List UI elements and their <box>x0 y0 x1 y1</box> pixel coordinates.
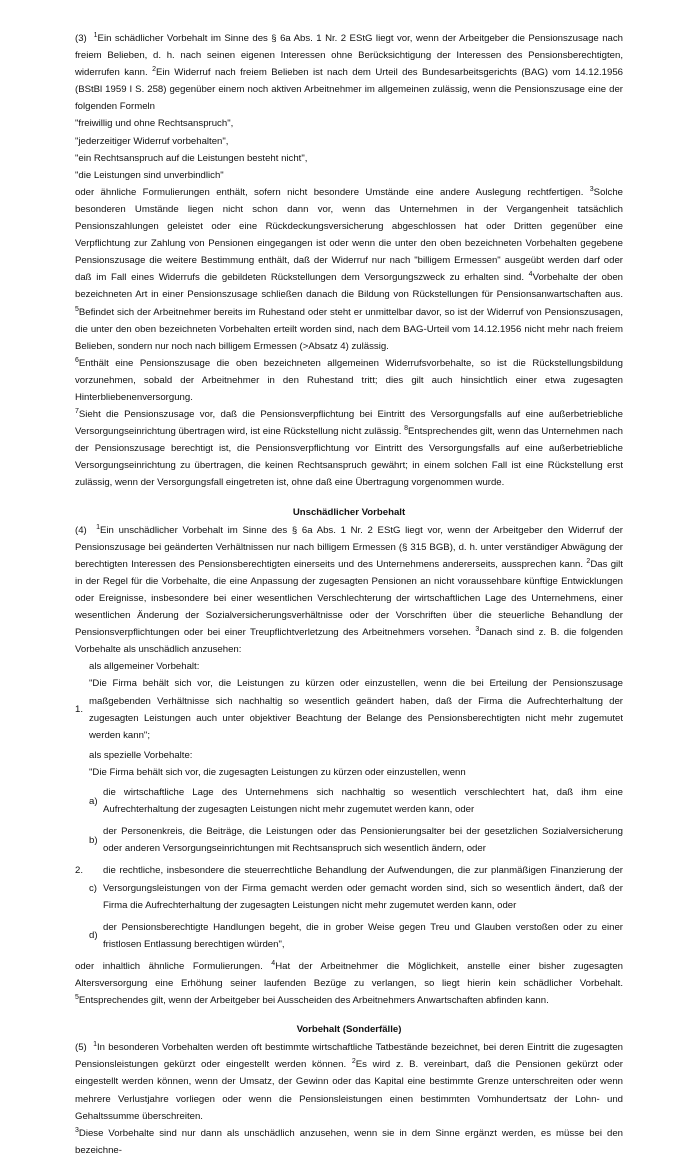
list-item-1 <box>75 675 623 743</box>
list-number: 1. <box>75 704 84 716</box>
sub-item-b <box>89 823 623 857</box>
sentence: Hat der Arbeitnehmer die Möglichkeit, anstelle einer bisher zugesagten Altersversorgung eine Erhöhung seiner laufenden Bezüge zu verlangen, so liegt hierin kein schädlicher Vorbehalt. <box>75 960 623 989</box>
sub-item-text: der Personenkreis, die Beiträge, die Leistungen oder das Pensionierungsalter bei der gesetzlichen Sozialversicherung oder anderen Versorgungseinrichtungen mit Rechtsanspruch sich wesentlich ändern, oder <box>103 826 623 855</box>
paragraph-number: (5) <box>75 1042 87 1054</box>
sentence: Ein unschädlicher Vorbehalt im Sinne des § 6a Abs. 1 Nr. 2 EStG liegt vor, wenn der Arbeitgeber den Widerruf der Pensionszusage bei geänderten Verhältnissen nur nach billigem Ermessen (§ 315 BGB), d. h. unter verständiger Abwägung der berechtigten Interessen des Pensionsberechtigten einerseits und des Unternehmens andererseits, aussprechen kann. <box>75 524 623 570</box>
sentence-number: 1 <box>96 523 101 531</box>
formula-quote: "freiwillig und ohne Rechtsanspruch", <box>75 118 234 130</box>
sentence: Enthält eine Pensionszusage die oben bezeichneten allgemeinen Widerrufsvorbehalte, so ist die Rückstellungsbildung vorzunehmen, sobald der Arbeitnehmer in den Ruhestand tritt; dies gilt auch hinsichtlich einer etwa zugesagten Hinterbliebenenversorgung. <box>75 357 623 403</box>
sub-item-c <box>89 862 623 913</box>
sentence: Ein Widerruf nach freiem Belieben ist nach dem Urteil des Bundesarbeitsgerichts (BAG) vom 14.12.1956 (BStBl 1959 I S. 258) gegenüber einem noch aktiven Arbeitnehmer im allgemeinen zulässig, wenn die Pensionszusage eine der folgenden Formeln <box>75 67 623 113</box>
sentence-number: 8 <box>404 425 409 433</box>
sentence: Sieht die Pensionszusage vor, daß die Pensionsverpflichtung bei Eintritt des Versorgungsfalls auf eine außerbetriebliche Versorgungseinrichtung übertragen wird, ist eine Rückstellung nicht zulässig. <box>75 409 623 438</box>
sub-item-text: der Pensionsberechtigte Handlungen begeht, die in grober Weise gegen Treu und Glauben verstoßen oder zu einer fristlosen Entlassung berechtigen würden", <box>103 921 623 950</box>
sentence-number: 5 <box>75 994 79 1002</box>
sentence: Danach sind z. B. die folgenden Vorbehalte als unschädlich anzusehen: <box>75 627 623 656</box>
special-reservation-label: als spezielle Vorbehalte: <box>89 749 193 761</box>
general-reservation-label: als allgemeiner Vorbehalt: <box>89 661 200 673</box>
sub-item-a <box>89 784 623 818</box>
sub-item-text: die wirtschaftliche Lage des Unternehmens sich nachhaltig so wesentlich verschlechtert hat, daß ihm eine Aufrechterhaltung der zugesagten Leistungen nicht mehr zugemutet werden kann, oder <box>103 787 623 816</box>
sentence-number: 3 <box>475 626 480 634</box>
sub-item-text: die rechtliche, insbesondere die steuerrechtliche Behandlung der Aufwendungen, die zur planmäßigen Finanzierung der Versorgungsleistungen von der Firma gemacht werden oder gemacht worden sind, sich so wesentlich ändert, daß der Firma die Aufrechterhaltung der zugesagten Leistungen nicht mehr zugemutet werden kann, oder <box>103 865 623 911</box>
section-heading: Vorbehalt (Sonderfälle) <box>296 1024 402 1036</box>
sentence: Befindet sich der Arbeitnehmer bereits im Ruhestand oder steht er unmittelbar davor, so ist der Widerruf von Pensionszusagen, die unter den oben bezeichneten Vorbehalten erteilt worden sind, nach dem BAG-Urteil vom 14.12.1956 nicht mehr nach freiem Belieben, sondern nur noch nach billigem Ermessen (>Absatz 4) zulässig. <box>75 306 623 352</box>
paragraph-3 <box>75 30 623 115</box>
sentence: In besonderen Vorbehalten werden oft bestimmte wirtschaftliche Tatbestände bezeichnet, bei deren Eintritt die zugesagten Pensionsleistungen gekürzt oder eingestellt werden können. <box>75 1042 623 1071</box>
paragraph-4 <box>75 522 623 659</box>
sentence: oder ähnliche Formulierungen enthält, sofern nicht besondere Umstände eine andere Auslegung rechtfertigen. <box>75 186 584 198</box>
sentence-number: 4 <box>271 959 276 967</box>
sentence: Ein schädlicher Vorbehalt im Sinne des § 6a Abs. 1 Nr. 2 EStG liegt vor, wenn der Arbeitgeber die Pensionszusage nach freiem Belieben, d. h. nach seinen eigenen Interessen ohne Berücksichtigung der Interessen des Pensionsberechtigten, widerrufen kann. <box>75 33 623 79</box>
sentence-number: 1 <box>93 1041 98 1049</box>
formula-quote: "die Leistungen sind unverbindlich" <box>75 169 224 181</box>
sentence-number: 5 <box>75 305 79 313</box>
sub-letter: b) <box>89 834 98 846</box>
list-number: 2. <box>75 865 84 877</box>
sub-item-d <box>89 919 623 953</box>
sentence: oder inhaltlich ähnliche Formulierungen. <box>75 960 263 972</box>
sentence: Vorbehalte der oben bezeichneten Art in einer Pensionszusage schließen danach die Bildung von Rückstellungen für Pensionsanwartschaften aus. <box>75 272 623 301</box>
paragraph-4-continued <box>75 958 623 1009</box>
paragraph-3-continued <box>75 184 623 492</box>
sub-letter: d) <box>89 930 98 942</box>
sentence-number: 4 <box>528 271 533 279</box>
sub-letter: a) <box>89 795 98 807</box>
paragraph-number: (3) <box>75 33 87 44</box>
list-item-2 <box>75 784 623 958</box>
sentence: Entsprechendes gilt, wenn der Arbeitgeber bei Ausscheiden des Arbeitnehmers Anwartschaften abfinden kann. <box>78 995 549 1007</box>
sentence: Es wird z. B. vereinbart, daß die Pensionen gekürzt oder eingestellt werden können, wenn der Umsatz, der Gewinn oder das Kapital eine bestimmte Grenze unterschreiten oder wenn mehrere Verlustjahre vorliegen oder wenn die Pensionsleistungen einen bestimmten Vomhundertsatz der Lohn- und Gehaltssumme überschreiten. <box>75 1059 623 1122</box>
sub-list <box>89 784 623 958</box>
special-reservation-intro: "Die Firma behält sich vor, die zugesagten Leistungen zu kürzen oder einzustellen, wenn <box>89 766 466 778</box>
sentence-number: 2 <box>351 1058 356 1066</box>
sentence: Diese Vorbehalte sind nur dann als unschädlich anzusehen, wenn sie in dem Sinne ergänzt werden, es müsse bei den bezeichne- <box>75 1127 623 1156</box>
sentence-number: 3 <box>589 185 594 193</box>
formula-quote: "ein Rechtsanspruch auf die Leistungen besteht nicht", <box>75 152 308 164</box>
sentence-number: 7 <box>75 408 79 416</box>
list-item-text: "Die Firma behält sich vor, die Leistungen zu kürzen oder einzustellen, wenn die bei Erteilung der Pensionszusage maßgebenden Verhältnisse sich nachhaltig so wesentlich geändert haben, daß der Firma die Aufrechterhaltung der zugesagten Leistungen auch unter objektiver Beachtung der Belange des Pensionsberechtigten nicht mehr zugemutet werden kann"; <box>89 678 623 741</box>
paragraph-number: (4) <box>75 524 87 536</box>
formula-quote: "jederzeitiger Widerruf vorbehalten", <box>75 135 229 147</box>
sentence: Solche besonderen Umstände liegen nicht schon dann vor, wenn das Unternehmen in der Vergangenheit tatsächlich Pensionszahlungen geleistet oder eine Rückdeckungsversicherung abgeschlossen hat oder Dritten gegenüber eine Verpflichtung zur Zahlung von Pensionen eingegangen ist oder wenn die unter den oben bezeichneten Vorbehalten gegebene Pensionszusage die weitere Bestimmung enthält, daß der Widerruf nur nach "billigem Ermessen" ausgeübt werden darf oder daß im Fall eines Widerrufs die gebildeten Rückstellungen dem Versorgungszweck zu erhalten sind. <box>75 186 624 284</box>
sentence-number: 3 <box>75 1126 79 1134</box>
sentence: Das gilt in der Regel für die Vorbehalte, die eine Anpassung der zugesagten Pensionen an nicht voraussehbare künftige Entwicklungen oder Ereignisse, insbesondere bei einer wesentlichen Verschlechterung der wirtschaftlichen Lage des Unternehmens, einer wesentlichen Änderung der Sozialversicherungsverhältnisse oder der Vorschriften über die steuerliche Behandlung der Pensionsverpflichtungen oder bei einer Treupflichtverletzung des Arbeitnehmers vorsehen. <box>75 558 623 639</box>
sentence-number: 2 <box>586 557 591 565</box>
sentence-number: 2 <box>152 66 157 74</box>
sub-letter: c) <box>89 882 97 894</box>
sentence-number: 1 <box>93 32 98 39</box>
paragraph-5 <box>75 1039 623 1159</box>
sentence-number: 6 <box>75 356 79 364</box>
section-heading: Unschädlicher Vorbehalt <box>292 506 406 518</box>
sentence: Entsprechendes gilt, wenn das Unternehmen nach der Pensionszusage berechtigt ist, die Pensionsverpflichtung vor Eintritt des Versorgungsfalls auf eine außerbetriebliche Versorgungseinrichtung zu übertragen, die keinen Rechtsanspruch gewährt; in einem solchen Fall ist eine Rückstellung erst zulässig, wenn der Versorgungsfall eingetreten ist, ohne daß eine Übertragung vorgenommen wurde. <box>75 426 624 489</box>
